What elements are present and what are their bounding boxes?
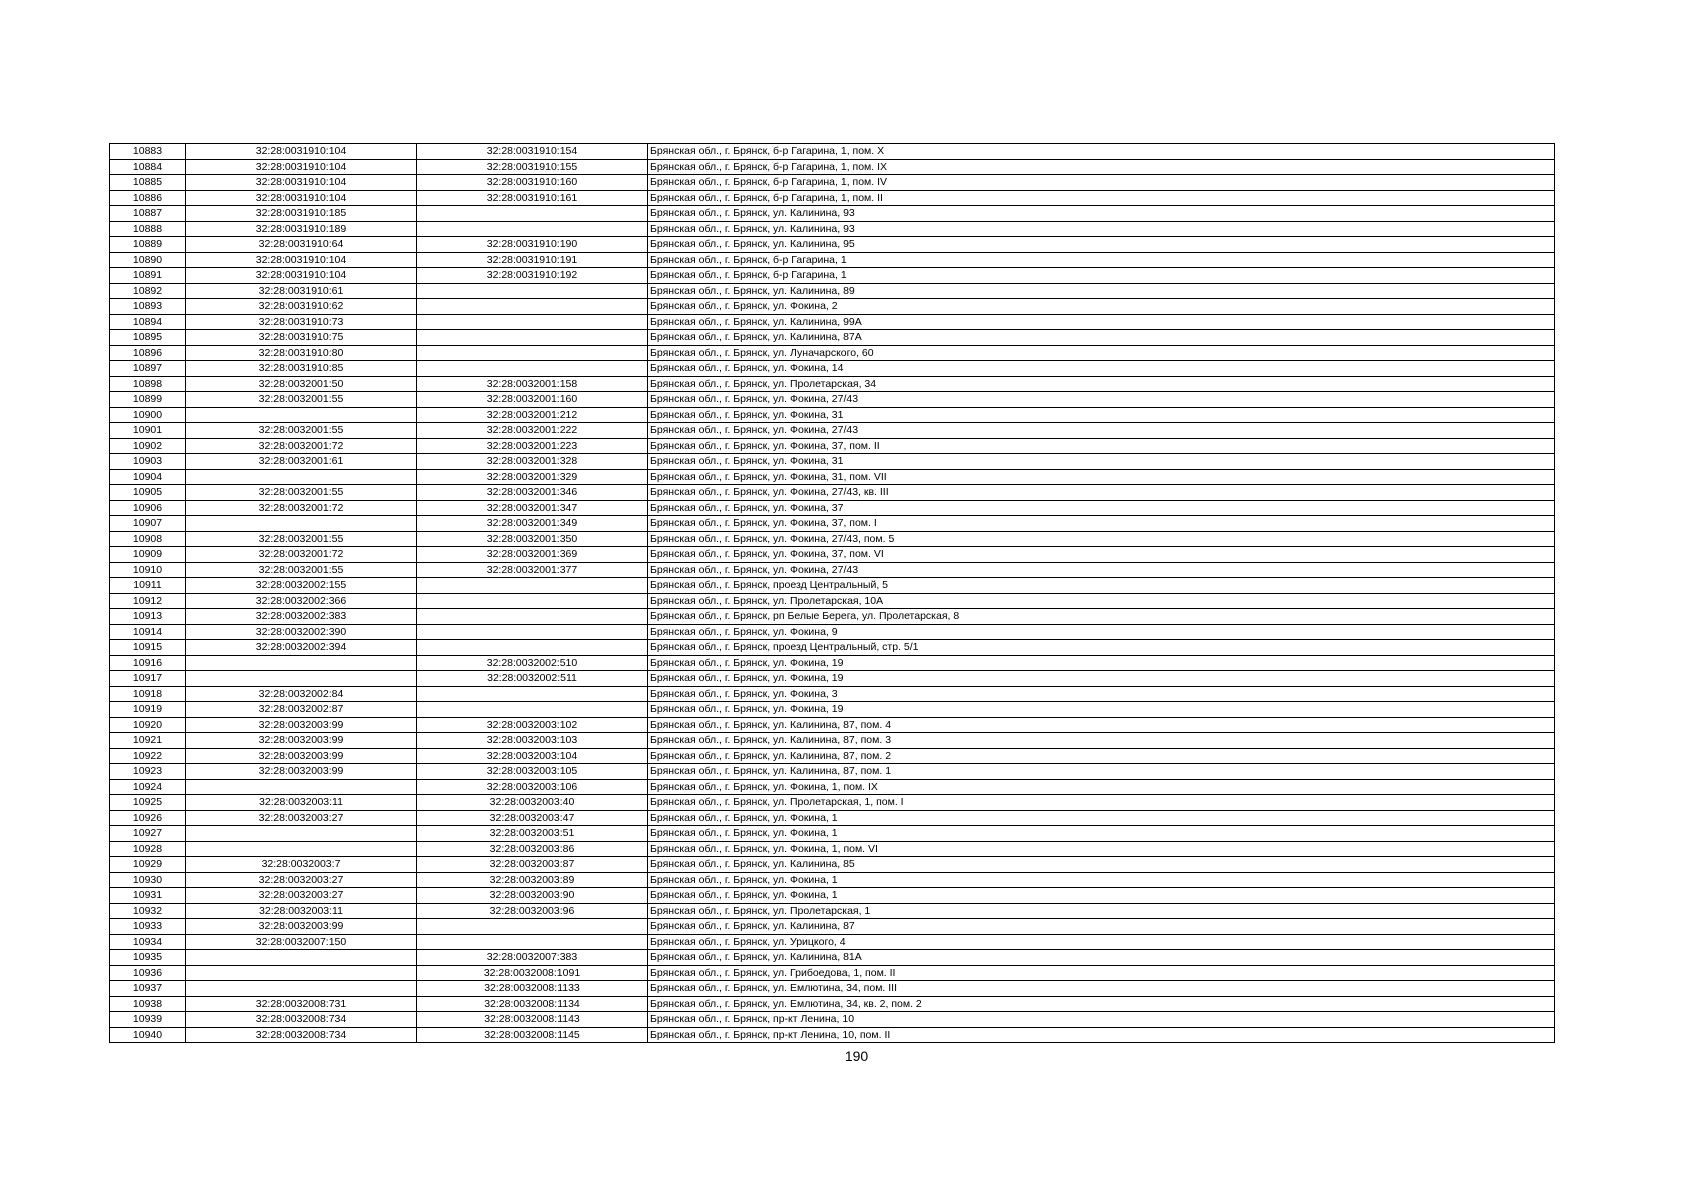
cadastral-number-cell: 32:28:0032007:383 (417, 950, 648, 966)
row-number-cell: 10917 (110, 671, 186, 687)
address-cell: Брянская обл., г. Брянск, ул. Калинина, 87, пом. 1 (648, 764, 1555, 780)
cadastral-number-cell: 32:28:0032001:328 (417, 454, 648, 470)
cadastral-parent-cell: 32:28:0031910:189 (186, 221, 417, 237)
cadastral-parent-cell: 32:28:0032003:99 (186, 717, 417, 733)
row-number-cell: 10905 (110, 485, 186, 501)
table-row (110, 671, 1555, 687)
row-number-cell: 10939 (110, 1012, 186, 1028)
cadastral-parent-cell: 32:28:0032007:150 (186, 934, 417, 950)
address-cell: Брянская обл., г. Брянск, ул. Фокина, 31 (648, 454, 1555, 470)
row-number-cell: 10883 (110, 144, 186, 160)
row-number-cell: 10929 (110, 857, 186, 873)
table-row (110, 1027, 1555, 1043)
cadastral-number-cell: 32:28:0031910:160 (417, 175, 648, 191)
cadastral-parent-cell (186, 981, 417, 997)
cadastral-parent-cell: 32:28:0032002:366 (186, 593, 417, 609)
cadastral-number-cell: 32:28:0032003:90 (417, 888, 648, 904)
cadastral-number-cell: 32:28:0032001:347 (417, 500, 648, 516)
cadastral-number-cell (417, 919, 648, 935)
cadastral-number-cell (417, 640, 648, 656)
row-number-cell: 10915 (110, 640, 186, 656)
address-cell: Брянская обл., г. Брянск, ул. Фокина, 27/43, кв. III (648, 485, 1555, 501)
table-row (110, 950, 1555, 966)
cadastral-parent-cell (186, 841, 417, 857)
address-cell: Брянская обл., г. Брянск, ул. Фокина, 9 (648, 624, 1555, 640)
row-number-cell: 10893 (110, 299, 186, 315)
table-row (110, 562, 1555, 578)
address-cell: Брянская обл., г. Брянск, ул. Фокина, 37, пом. VI (648, 547, 1555, 563)
cadastral-number-cell (417, 345, 648, 361)
row-number-cell: 10931 (110, 888, 186, 904)
cadastral-number-cell (417, 686, 648, 702)
cadastral-number-cell (417, 593, 648, 609)
cadastral-number-cell: 32:28:0032001:350 (417, 531, 648, 547)
row-number-cell: 10936 (110, 965, 186, 981)
address-cell: Брянская обл., г. Брянск, ул. Калинина, 93 (648, 206, 1555, 222)
cadastral-number-cell: 32:28:0032001:212 (417, 407, 648, 423)
address-cell: Брянская обл., г. Брянск, ул. Фокина, 31 (648, 407, 1555, 423)
row-number-cell: 10920 (110, 717, 186, 733)
row-number-cell: 10925 (110, 795, 186, 811)
table-row (110, 578, 1555, 594)
cadastral-parent-cell: 32:28:0032002:390 (186, 624, 417, 640)
cadastral-number-cell (417, 206, 648, 222)
cadastral-number-cell: 32:28:0032008:1133 (417, 981, 648, 997)
row-number-cell: 10897 (110, 361, 186, 377)
cadastral-parent-cell (186, 407, 417, 423)
cadastral-number-cell: 32:28:0031910:154 (417, 144, 648, 160)
table-row (110, 299, 1555, 315)
row-number-cell: 10899 (110, 392, 186, 408)
cadastral-number-cell: 32:28:0032002:510 (417, 655, 648, 671)
address-cell: Брянская обл., г. Брянск, ул. Калинина, 93 (648, 221, 1555, 237)
cadastral-number-cell: 32:28:0032001:222 (417, 423, 648, 439)
table-row (110, 361, 1555, 377)
cadastral-parent-cell (186, 965, 417, 981)
address-cell: Брянская обл., г. Брянск, ул. Фокина, 1, пом. IX (648, 779, 1555, 795)
table-row (110, 376, 1555, 392)
address-cell: Брянская обл., г. Брянск, пр-кт Ленина, 10 (648, 1012, 1555, 1028)
cadastral-parent-cell: 32:28:0032001:72 (186, 438, 417, 454)
table-row (110, 547, 1555, 563)
cadastral-parent-cell (186, 950, 417, 966)
cadastral-parent-cell: 32:28:0031910:64 (186, 237, 417, 253)
table-row (110, 516, 1555, 532)
row-number-cell: 10904 (110, 469, 186, 485)
cadastral-number-cell (417, 702, 648, 718)
table-row (110, 268, 1555, 284)
address-cell: Брянская обл., г. Брянск, ул. Емлютина, 34, пом. III (648, 981, 1555, 997)
cadastral-parent-cell: 32:28:0032003:27 (186, 888, 417, 904)
cadastral-parent-cell (186, 779, 417, 795)
cadastral-parent-cell: 32:28:0032001:55 (186, 562, 417, 578)
address-cell: Брянская обл., г. Брянск, ул. Фокина, 37, пом. I (648, 516, 1555, 532)
row-number-cell: 10890 (110, 252, 186, 268)
cadastral-number-cell (417, 314, 648, 330)
cadastral-number-cell: 32:28:0032003:47 (417, 810, 648, 826)
table-row (110, 717, 1555, 733)
cadastral-parent-cell: 32:28:0032002:84 (186, 686, 417, 702)
row-number-cell: 10910 (110, 562, 186, 578)
cadastral-number-cell: 32:28:0032008:1143 (417, 1012, 648, 1028)
cadastral-number-cell: 32:28:0031910:191 (417, 252, 648, 268)
cadastral-parent-cell: 32:28:0031910:75 (186, 330, 417, 346)
row-number-cell: 10921 (110, 733, 186, 749)
table-row (110, 531, 1555, 547)
cadastral-parent-cell: 32:28:0032002:87 (186, 702, 417, 718)
cadastral-parent-cell (186, 655, 417, 671)
row-number-cell: 10918 (110, 686, 186, 702)
row-number-cell: 10933 (110, 919, 186, 935)
cadastral-parent-cell: 32:28:0032001:55 (186, 531, 417, 547)
row-number-cell: 10885 (110, 175, 186, 191)
cadastral-number-cell: 32:28:0032003:86 (417, 841, 648, 857)
row-number-cell: 10916 (110, 655, 186, 671)
table-row (110, 314, 1555, 330)
address-cell: Брянская обл., г. Брянск, ул. Фокина, 19 (648, 655, 1555, 671)
address-cell: Брянская обл., г. Брянск, б-р Гагарина, 1 (648, 252, 1555, 268)
cadastral-number-cell: 32:28:0031910:192 (417, 268, 648, 284)
address-cell: Брянская обл., г. Брянск, ул. Фокина, 19 (648, 702, 1555, 718)
table-row (110, 609, 1555, 625)
cadastral-number-cell (417, 361, 648, 377)
address-cell: Брянская обл., г. Брянск, ул. Пролетарская, 10А (648, 593, 1555, 609)
table-row (110, 934, 1555, 950)
cadastral-parent-cell: 32:28:0032001:50 (186, 376, 417, 392)
table-row (110, 702, 1555, 718)
cadastral-number-cell: 32:28:0031910:155 (417, 159, 648, 175)
table-row (110, 981, 1555, 997)
row-number-cell: 10934 (110, 934, 186, 950)
cadastral-number-cell (417, 934, 648, 950)
cadastral-number-cell: 32:28:0032001:349 (417, 516, 648, 532)
address-cell: Брянская обл., г. Брянск, ул. Фокина, 27/43 (648, 423, 1555, 439)
row-number-cell: 10891 (110, 268, 186, 284)
table-row (110, 159, 1555, 175)
cadastral-number-cell (417, 283, 648, 299)
table-row (110, 221, 1555, 237)
table-row (110, 407, 1555, 423)
row-number-cell: 10935 (110, 950, 186, 966)
cadastral-parent-cell: 32:28:0032008:734 (186, 1027, 417, 1043)
address-cell: Брянская обл., г. Брянск, ул. Калинина, 89 (648, 283, 1555, 299)
row-number-cell: 10901 (110, 423, 186, 439)
cadastral-number-cell: 32:28:0032008:1134 (417, 996, 648, 1012)
row-number-cell: 10938 (110, 996, 186, 1012)
row-number-cell: 10896 (110, 345, 186, 361)
table-row (110, 826, 1555, 842)
table-row (110, 454, 1555, 470)
table-row (110, 686, 1555, 702)
row-number-cell: 10892 (110, 283, 186, 299)
cadastral-number-cell: 32:28:0032003:51 (417, 826, 648, 842)
cadastral-number-cell: 32:28:0032003:96 (417, 903, 648, 919)
cadastral-number-cell: 32:28:0031910:161 (417, 190, 648, 206)
address-cell: Брянская обл., г. Брянск, ул. Урицкого, 4 (648, 934, 1555, 950)
row-number-cell: 10907 (110, 516, 186, 532)
cadastral-number-cell: 32:28:0031910:190 (417, 237, 648, 253)
table-row (110, 392, 1555, 408)
address-cell: Брянская обл., г. Брянск, ул. Калинина, 87 (648, 919, 1555, 935)
row-number-cell: 10927 (110, 826, 186, 842)
table-row (110, 345, 1555, 361)
address-cell: Брянская обл., г. Брянск, ул. Фокина, 2 (648, 299, 1555, 315)
address-cell: Брянская обл., г. Брянск, ул. Фокина, 1 (648, 810, 1555, 826)
register-table-body (110, 144, 1555, 1043)
table-row (110, 438, 1555, 454)
cadastral-number-cell: 32:28:0032003:89 (417, 872, 648, 888)
cadastral-parent-cell: 32:28:0032003:11 (186, 903, 417, 919)
cadastral-parent-cell (186, 826, 417, 842)
cadastral-parent-cell: 32:28:0032001:55 (186, 485, 417, 501)
cadastral-number-cell: 32:28:0032001:223 (417, 438, 648, 454)
table-row (110, 888, 1555, 904)
cadastral-number-cell: 32:28:0032003:103 (417, 733, 648, 749)
row-number-cell: 10912 (110, 593, 186, 609)
cadastral-parent-cell: 32:28:0032001:72 (186, 500, 417, 516)
row-number-cell: 10900 (110, 407, 186, 423)
table-row (110, 423, 1555, 439)
cadastral-parent-cell: 32:28:0032002:383 (186, 609, 417, 625)
table-row (110, 872, 1555, 888)
cadastral-parent-cell: 32:28:0032003:27 (186, 872, 417, 888)
address-cell: Брянская обл., г. Брянск, ул. Калинина, 87, пом. 2 (648, 748, 1555, 764)
cadastral-number-cell: 32:28:0032003:104 (417, 748, 648, 764)
cadastral-parent-cell: 32:28:0031910:104 (186, 175, 417, 191)
cadastral-number-cell: 32:28:0032003:40 (417, 795, 648, 811)
cadastral-number-cell (417, 609, 648, 625)
cadastral-parent-cell: 32:28:0032003:99 (186, 919, 417, 935)
address-cell: Брянская обл., г. Брянск, ул. Пролетарская, 1 (648, 903, 1555, 919)
address-cell: Брянская обл., г. Брянск, ул. Фокина, 1 (648, 826, 1555, 842)
row-number-cell: 10924 (110, 779, 186, 795)
row-number-cell: 10923 (110, 764, 186, 780)
cadastral-number-cell (417, 299, 648, 315)
address-cell: Брянская обл., г. Брянск, ул. Фокина, 3 (648, 686, 1555, 702)
address-cell: Брянская обл., г. Брянск, ул. Луначарского, 60 (648, 345, 1555, 361)
cadastral-parent-cell: 32:28:0032002:155 (186, 578, 417, 594)
row-number-cell: 10930 (110, 872, 186, 888)
row-number-cell: 10932 (110, 903, 186, 919)
cadastral-number-cell: 32:28:0032001:369 (417, 547, 648, 563)
address-cell: Брянская обл., г. Брянск, ул. Емлютина, 34, кв. 2, пом. 2 (648, 996, 1555, 1012)
table-row (110, 190, 1555, 206)
table-row (110, 841, 1555, 857)
cadastral-number-cell: 32:28:0032001:346 (417, 485, 648, 501)
cadastral-number-cell: 32:28:0032003:106 (417, 779, 648, 795)
address-cell: Брянская обл., г. Брянск, ул. Фокина, 37 (648, 500, 1555, 516)
cadastral-parent-cell: 32:28:0031910:62 (186, 299, 417, 315)
address-cell: Брянская обл., г. Брянск, пр-кт Ленина, 10, пом. II (648, 1027, 1555, 1043)
cadastral-number-cell: 32:28:0032003:87 (417, 857, 648, 873)
row-number-cell: 10895 (110, 330, 186, 346)
cadastral-parent-cell: 32:28:0032001:55 (186, 423, 417, 439)
cadastral-parent-cell: 32:28:0032008:734 (186, 1012, 417, 1028)
row-number-cell: 10908 (110, 531, 186, 547)
address-cell: Брянская обл., г. Брянск, ул. Пролетарская, 34 (648, 376, 1555, 392)
address-cell: Брянская обл., г. Брянск, ул. Калинина, 87А (648, 330, 1555, 346)
cadastral-number-cell (417, 221, 648, 237)
table-row (110, 903, 1555, 919)
cadastral-parent-cell: 32:28:0032001:55 (186, 392, 417, 408)
cadastral-parent-cell (186, 671, 417, 687)
row-number-cell: 10937 (110, 981, 186, 997)
address-cell: Брянская обл., г. Брянск, ул. Пролетарская, 1, пом. I (648, 795, 1555, 811)
cadastral-number-cell (417, 330, 648, 346)
table-row (110, 175, 1555, 191)
cadastral-parent-cell: 32:28:0031910:185 (186, 206, 417, 222)
address-cell: Брянская обл., г. Брянск, ул. Фокина, 14 (648, 361, 1555, 377)
table-row (110, 624, 1555, 640)
address-cell: Брянская обл., г. Брянск, ул. Калинина, 87, пом. 4 (648, 717, 1555, 733)
table-row (110, 640, 1555, 656)
row-number-cell: 10898 (110, 376, 186, 392)
row-number-cell: 10894 (110, 314, 186, 330)
row-number-cell: 10886 (110, 190, 186, 206)
row-number-cell: 10914 (110, 624, 186, 640)
cadastral-number-cell (417, 578, 648, 594)
cadastral-parent-cell: 32:28:0032003:11 (186, 795, 417, 811)
row-number-cell: 10922 (110, 748, 186, 764)
address-cell: Брянская обл., г. Брянск, ул. Калинина, 87, пом. 3 (648, 733, 1555, 749)
address-cell: Брянская обл., г. Брянск, ул. Калинина, 85 (648, 857, 1555, 873)
table-row (110, 330, 1555, 346)
cadastral-parent-cell: 32:28:0031910:80 (186, 345, 417, 361)
cadastral-parent-cell: 32:28:0031910:73 (186, 314, 417, 330)
address-cell: Брянская обл., г. Брянск, ул. Фокина, 27/43 (648, 392, 1555, 408)
row-number-cell: 10909 (110, 547, 186, 563)
cadastral-number-cell: 32:28:0032001:158 (417, 376, 648, 392)
address-cell: Брянская обл., г. Брянск, б-р Гагарина, 1, пом. II (648, 190, 1555, 206)
address-cell: Брянская обл., г. Брянск, ул. Калинина, 99А (648, 314, 1555, 330)
table-row (110, 748, 1555, 764)
cadastral-number-cell: 32:28:0032008:1145 (417, 1027, 648, 1043)
address-cell: Брянская обл., г. Брянск, ул. Фокина, 19 (648, 671, 1555, 687)
address-cell: Брянская обл., г. Брянск, ул. Фокина, 27/43 (648, 562, 1555, 578)
register-table (109, 143, 1555, 1043)
address-cell: Брянская обл., г. Брянск, б-р Гагарина, 1, пом. X (648, 144, 1555, 160)
address-cell: Брянская обл., г. Брянск, проезд Центральный, стр. 5/1 (648, 640, 1555, 656)
table-row (110, 733, 1555, 749)
address-cell: Брянская обл., г. Брянск, рп Белые Берега, ул. Пролетарская, 8 (648, 609, 1555, 625)
cadastral-parent-cell: 32:28:0031910:104 (186, 144, 417, 160)
address-cell: Брянская обл., г. Брянск, ул. Фокина, 1 (648, 888, 1555, 904)
cadastral-number-cell: 32:28:0032001:160 (417, 392, 648, 408)
table-row (110, 996, 1555, 1012)
table-row (110, 252, 1555, 268)
cadastral-parent-cell: 32:28:0031910:104 (186, 190, 417, 206)
table-row (110, 779, 1555, 795)
address-cell: Брянская обл., г. Брянск, ул. Калинина, 81А (648, 950, 1555, 966)
table-row (110, 469, 1555, 485)
cadastral-parent-cell: 32:28:0032008:731 (186, 996, 417, 1012)
row-number-cell: 10911 (110, 578, 186, 594)
cadastral-parent-cell: 32:28:0031910:104 (186, 252, 417, 268)
table-row (110, 237, 1555, 253)
cadastral-number-cell: 32:28:0032001:329 (417, 469, 648, 485)
cadastral-parent-cell: 32:28:0031910:104 (186, 268, 417, 284)
row-number-cell: 10888 (110, 221, 186, 237)
page-number: 190 (844, 1048, 869, 1064)
cadastral-parent-cell: 32:28:0031910:104 (186, 159, 417, 175)
address-cell: Брянская обл., г. Брянск, б-р Гагарина, 1 (648, 268, 1555, 284)
address-cell: Брянская обл., г. Брянск, б-р Гагарина, 1, пом. IV (648, 175, 1555, 191)
address-cell: Брянская обл., г. Брянск, ул. Фокина, 27/43, пом. 5 (648, 531, 1555, 547)
address-cell: Брянская обл., г. Брянск, проезд Центральный, 5 (648, 578, 1555, 594)
address-cell: Брянская обл., г. Брянск, ул. Фокина, 31, пом. VII (648, 469, 1555, 485)
cadastral-parent-cell: 32:28:0032003:7 (186, 857, 417, 873)
cadastral-parent-cell: 32:28:0032003:99 (186, 764, 417, 780)
table-row (110, 655, 1555, 671)
row-number-cell: 10903 (110, 454, 186, 470)
table-row (110, 485, 1555, 501)
cadastral-parent-cell: 32:28:0031910:61 (186, 283, 417, 299)
address-cell: Брянская обл., г. Брянск, б-р Гагарина, 1, пом. IX (648, 159, 1555, 175)
cadastral-parent-cell (186, 469, 417, 485)
table-row (110, 206, 1555, 222)
table-row (110, 795, 1555, 811)
row-number-cell: 10913 (110, 609, 186, 625)
row-number-cell: 10884 (110, 159, 186, 175)
cadastral-number-cell: 32:28:0032003:105 (417, 764, 648, 780)
row-number-cell: 10902 (110, 438, 186, 454)
table-row (110, 593, 1555, 609)
row-number-cell: 10889 (110, 237, 186, 253)
address-cell: Брянская обл., г. Брянск, ул. Калинина, 95 (648, 237, 1555, 253)
cadastral-number-cell (417, 624, 648, 640)
row-number-cell: 10926 (110, 810, 186, 826)
cadastral-number-cell: 32:28:0032003:102 (417, 717, 648, 733)
cadastral-number-cell: 32:28:0032001:377 (417, 562, 648, 578)
cadastral-parent-cell: 32:28:0032001:72 (186, 547, 417, 563)
cadastral-number-cell: 32:28:0032008:1091 (417, 965, 648, 981)
table-row (110, 764, 1555, 780)
table-row (110, 965, 1555, 981)
row-number-cell: 10928 (110, 841, 186, 857)
cadastral-parent-cell: 32:28:0032003:27 (186, 810, 417, 826)
cadastral-parent-cell (186, 516, 417, 532)
table-row (110, 1012, 1555, 1028)
address-cell: Брянская обл., г. Брянск, ул. Фокина, 1 (648, 872, 1555, 888)
table-row (110, 144, 1555, 160)
table-row (110, 919, 1555, 935)
row-number-cell: 10887 (110, 206, 186, 222)
cadastral-parent-cell: 32:28:0032003:99 (186, 733, 417, 749)
row-number-cell: 10906 (110, 500, 186, 516)
table-row (110, 810, 1555, 826)
address-cell: Брянская обл., г. Брянск, ул. Фокина, 37, пом. II (648, 438, 1555, 454)
cadastral-number-cell: 32:28:0032002:511 (417, 671, 648, 687)
cadastral-parent-cell: 32:28:0032001:61 (186, 454, 417, 470)
row-number-cell: 10940 (110, 1027, 186, 1043)
table-row (110, 283, 1555, 299)
cadastral-parent-cell: 32:28:0032002:394 (186, 640, 417, 656)
cadastral-parent-cell: 32:28:0032003:99 (186, 748, 417, 764)
address-cell: Брянская обл., г. Брянск, ул. Грибоедова, 1, пом. II (648, 965, 1555, 981)
table-row (110, 500, 1555, 516)
address-cell: Брянская обл., г. Брянск, ул. Фокина, 1, пом. VI (648, 841, 1555, 857)
table-row (110, 857, 1555, 873)
row-number-cell: 10919 (110, 702, 186, 718)
cadastral-parent-cell: 32:28:0031910:85 (186, 361, 417, 377)
